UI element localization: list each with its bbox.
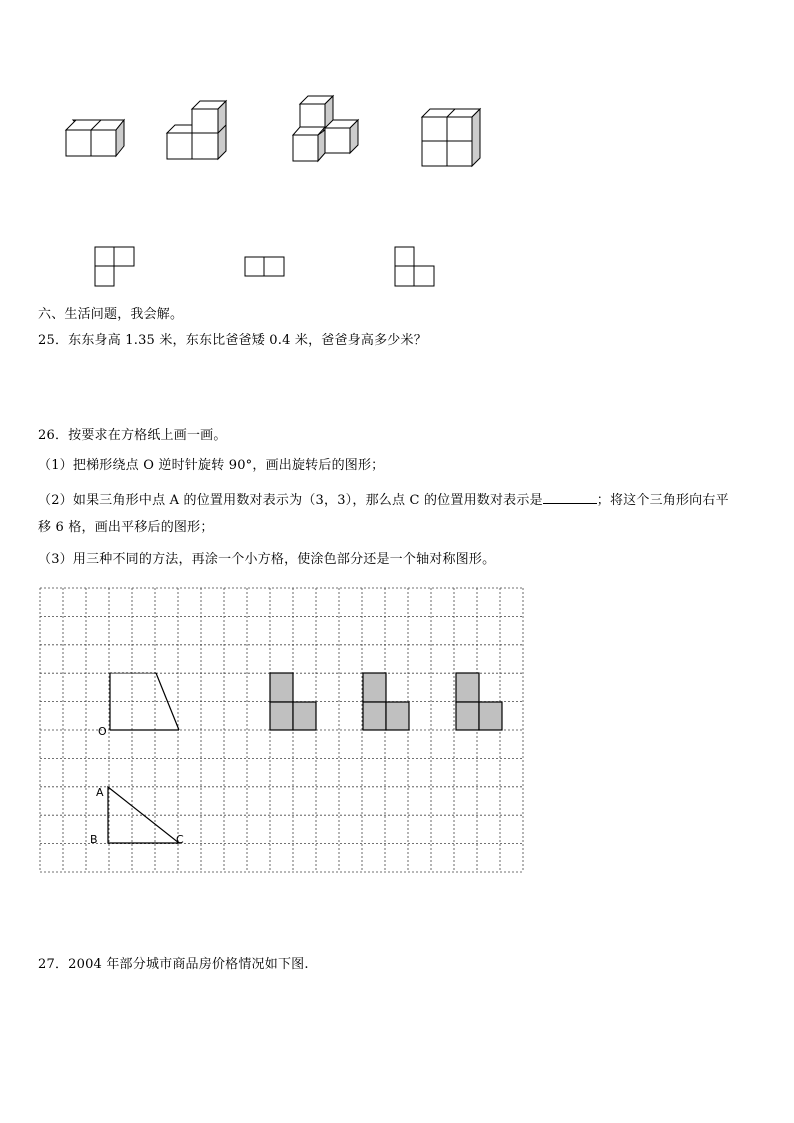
question-26-part-2-text-a: （2）如果三角形中点 A 的位置用数对表示为（3，3），那么点 C 的位置用数对表示是 — [38, 493, 543, 508]
question-26-part-2-text-b: ；将这个三角形向右平 — [596, 493, 729, 508]
question-26-stem: 26．按要求在方格纸上画一画。 — [38, 428, 227, 443]
question-26-part-2-cont: 移 6 格，画出平移后的图形； — [38, 520, 214, 535]
question-26-part-1: （1）把梯形绕点 O 逆时针旋转 90°，画出旋转后的图形； — [38, 458, 385, 473]
label-a: A — [96, 786, 104, 799]
label-o: O — [98, 725, 107, 738]
section-title: 六、生活问题，我会解。 — [38, 307, 184, 322]
question-27: 27．2004 年部分城市商品房价格情况如下图. — [38, 957, 309, 972]
label-b: B — [90, 833, 98, 846]
question-26-part-3: （3）用三种不同的方法，再涂一个小方格，使涂色部分还是一个轴对称图形。 — [38, 552, 496, 567]
shaded-shape-2 — [363, 673, 409, 730]
shaded-shape-3 — [456, 673, 502, 730]
shaded-shape-1 — [270, 673, 316, 730]
question-25: 25．东东身高 1.35 米，东东比爸爸矮 0.4 米，爸爸身高多少米？ — [38, 333, 427, 348]
label-c: C — [176, 833, 184, 846]
